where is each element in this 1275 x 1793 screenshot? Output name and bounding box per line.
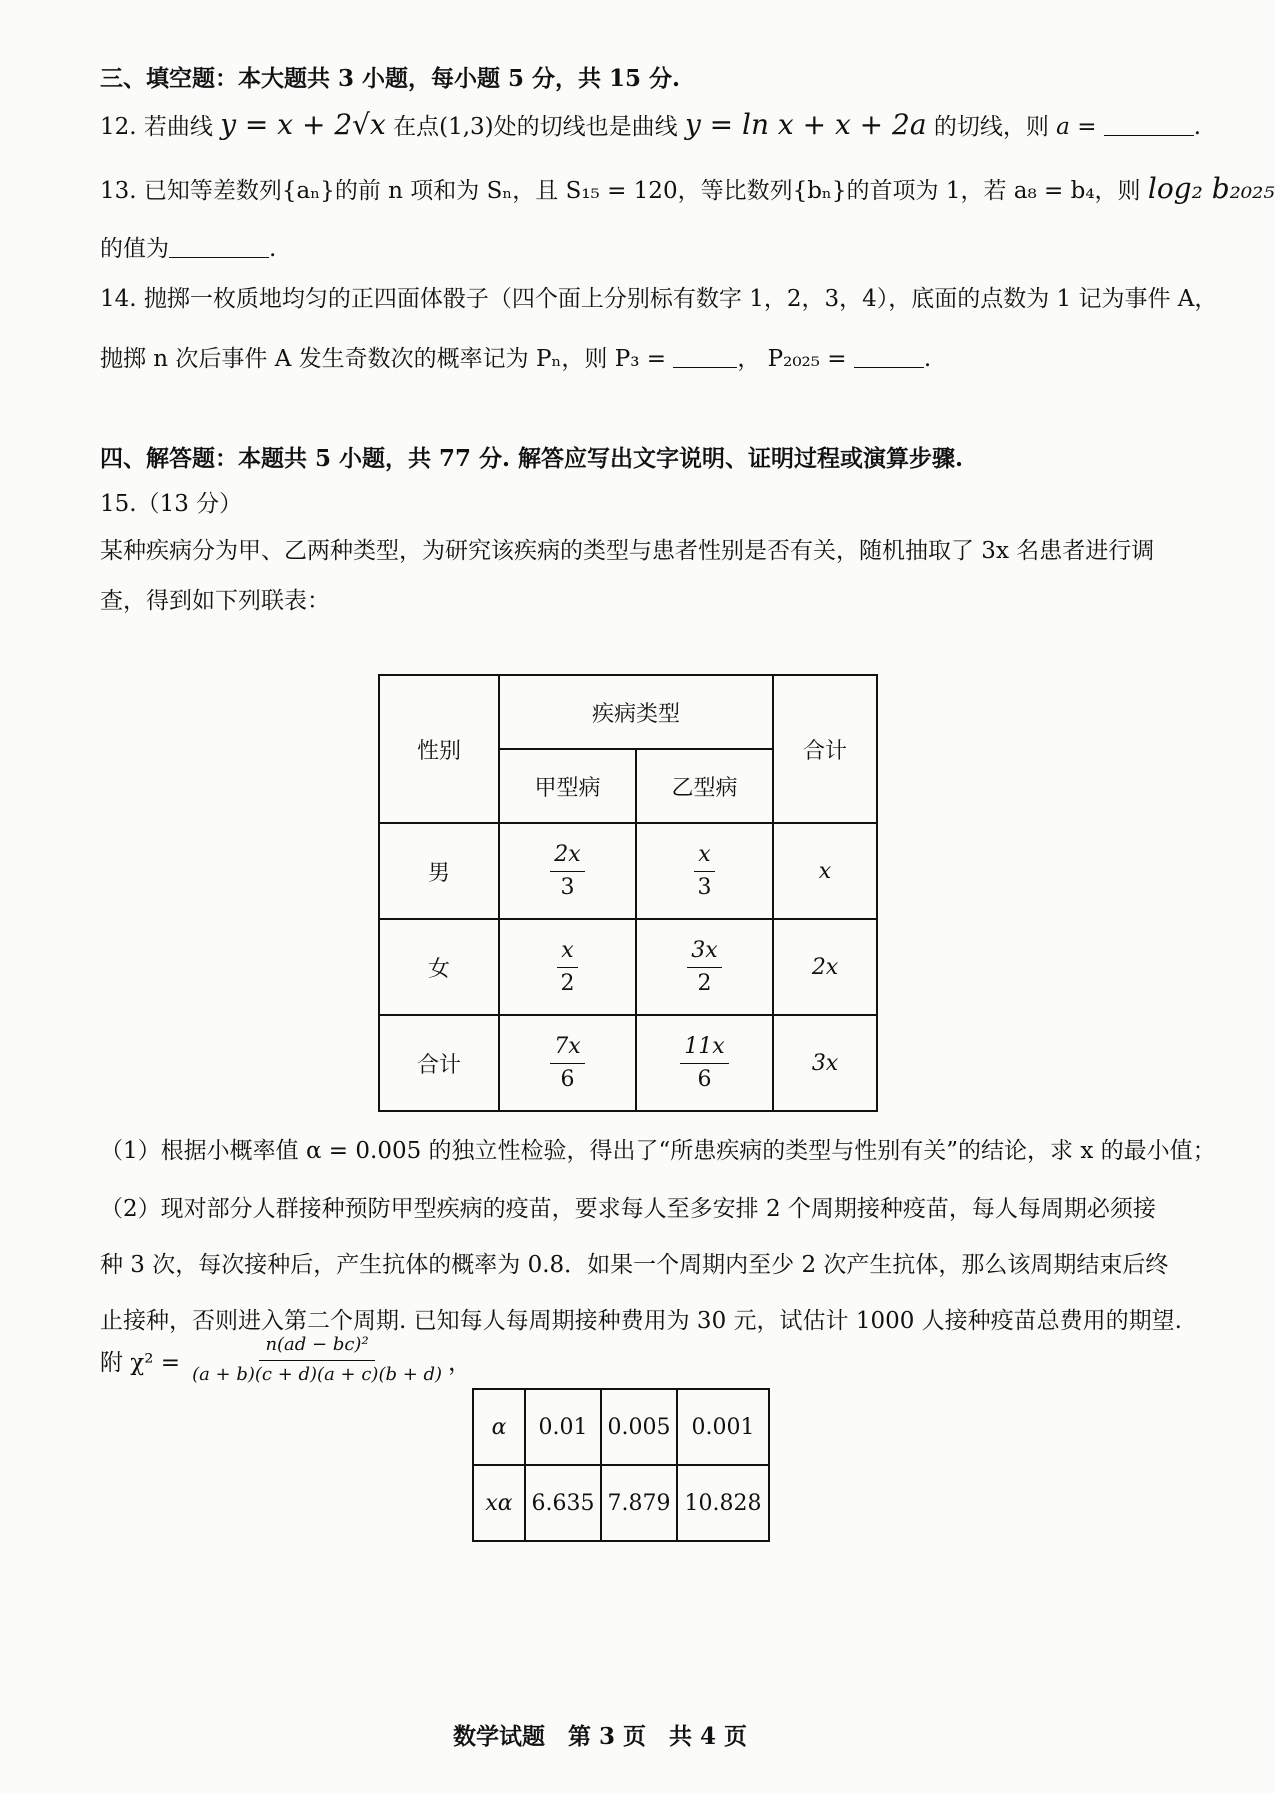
formula-suffix: ， xyxy=(448,1349,472,1376)
question-15-intro-1: 某种疾病分为甲、乙两种类型，为研究该疾病的类型与患者性别是否有关，随机抽取了 3x 名患者进行调 xyxy=(100,538,1155,564)
row-label: 合计 xyxy=(379,1015,499,1111)
header-gender: 性别 xyxy=(379,675,499,823)
question-14-comma: ， xyxy=(737,346,761,372)
fraction-numerator: x xyxy=(557,939,577,968)
fraction-denominator: 3 xyxy=(560,875,575,900)
cell-type-b xyxy=(636,823,773,919)
fraction-denominator: 3 xyxy=(697,875,712,900)
table-row xyxy=(379,823,877,919)
question-12-equals: = xyxy=(1077,114,1097,140)
critical-value: 6.635 xyxy=(525,1465,601,1541)
alpha-label: α xyxy=(473,1389,525,1465)
formula-numerator: n(ad − bc)² xyxy=(259,1334,374,1361)
question-15-part-2-line-1: （2）现对部分人群接种预防甲型疾病的疫苗，要求每人至多安排 2 个周期接种疫苗，每人每周期必须接 xyxy=(100,1196,1156,1222)
row-label: 男 xyxy=(379,823,499,919)
question-15-part-1: （1）根据小概率值 α = 0.005 的独立性检验，得出了“所患疾病的类型与性别有关”的结论，求 x 的最小值； xyxy=(100,1138,1216,1164)
cell-total: 2x xyxy=(773,919,877,1015)
formula-prefix: 附 χ² = xyxy=(100,1349,181,1376)
question-14-line-1 xyxy=(100,280,1217,313)
page-footer: 数学试题 第 3 页 共 4 页 xyxy=(452,1723,748,1750)
cell-type-a xyxy=(499,823,636,919)
header-disease-type: 疾病类型 xyxy=(499,675,773,749)
cell-type-b xyxy=(636,1015,773,1111)
question-12-text-c: 的切线，则 xyxy=(933,114,1049,140)
question-14-end: . xyxy=(923,346,932,372)
question-14-line-2 xyxy=(100,340,931,373)
fraction-denominator: 6 xyxy=(560,1067,575,1092)
question-14-number: 14. xyxy=(100,286,137,312)
question-14-text-1: 抛掷一枚质地均匀的正四面体骰子（四个面上分别标有数字 1，2，3，4），底面的点数为 1 记为事件 A， xyxy=(143,286,1218,312)
question-12-curve-2: y = ln x + x + 2a xyxy=(684,108,927,141)
section-4-header: 四、解答题：本题共 5 小题，共 77 分. 解答应写出文字说明、证明过程或演算步骤. xyxy=(100,445,964,472)
header-total: 合计 xyxy=(773,675,877,823)
fraction-denominator: 6 xyxy=(697,1067,712,1092)
fraction-numerator: 2x xyxy=(550,843,584,872)
cell-total: x xyxy=(773,823,877,919)
section-3-header: 三、填空题：本大题共 3 小题，每小题 5 分，共 15 分. xyxy=(100,65,681,92)
alpha-value: 0.001 xyxy=(677,1389,769,1465)
cell-type-a xyxy=(499,919,636,1015)
question-12-end: . xyxy=(1193,114,1202,140)
question-13-log-expression: log₂ b₂₀₂₅ xyxy=(1147,172,1275,205)
x-alpha-label: xα xyxy=(473,1465,525,1541)
question-12-answer-blank[interactable] xyxy=(1104,117,1194,136)
question-13-answer-blank[interactable] xyxy=(169,239,269,258)
alpha-value: 0.005 xyxy=(601,1389,677,1465)
question-13-line-2 xyxy=(100,230,276,263)
cell-type-b xyxy=(636,919,773,1015)
fraction-numerator: 3x xyxy=(687,939,721,968)
critical-value: 10.828 xyxy=(677,1465,769,1541)
question-12-text-a: 若曲线 xyxy=(143,114,213,140)
question-12 xyxy=(100,108,1201,141)
question-12-variable: a xyxy=(1056,114,1070,140)
question-13-number: 13. xyxy=(100,178,137,204)
fraction-numerator: 11x xyxy=(680,1035,728,1064)
question-15-number: 15.（13 分） xyxy=(100,491,243,517)
header-type-b: 乙型病 xyxy=(636,749,773,823)
question-15-part-2-line-3: 止接种，否则进入第二个周期. 已知每人每周期接种费用为 30 元，试估计 1000 人接种疫苗总费用的期望. xyxy=(100,1308,1182,1334)
chi-square-formula xyxy=(100,1334,471,1386)
question-13-tail: 的值为 xyxy=(100,236,169,262)
header-type-a: 甲型病 xyxy=(499,749,636,823)
question-14-p2025: P₂₀₂₅ = xyxy=(767,346,847,372)
table-row xyxy=(379,1015,877,1111)
question-13-end: . xyxy=(269,236,277,262)
question-14-blank-p3[interactable] xyxy=(673,349,737,368)
critical-value: 7.879 xyxy=(601,1465,677,1541)
question-14-blank-p2025[interactable] xyxy=(854,349,924,368)
contingency-table xyxy=(378,674,878,1112)
question-12-text-b: 在点(1,3)处的切线也是曲线 xyxy=(393,114,678,140)
fraction-denominator: 2 xyxy=(560,971,575,996)
alpha-value: 0.01 xyxy=(525,1389,601,1465)
question-14-text-2: 抛掷 n 次后事件 A 发生奇数次的概率记为 Pₙ，则 P₃ = xyxy=(100,346,666,372)
fraction-numerator: 7x xyxy=(550,1035,584,1064)
question-13-line-1 xyxy=(100,172,1275,205)
fraction-denominator: 2 xyxy=(697,971,712,996)
table-row xyxy=(379,919,877,1015)
fraction-numerator: x xyxy=(694,843,714,872)
cell-total: 3x xyxy=(773,1015,877,1111)
formula-denominator: (a + b)(c + d)(a + c)(b + d) xyxy=(192,1363,443,1385)
question-15-part-2-line-2: 种 3 次，每次接种后，产生抗体的概率为 0.8．如果一个周期内至少 2 次产生抗体，那么该周期结束后终 xyxy=(100,1252,1169,1278)
question-13-text: 已知等差数列{aₙ}的前 n 项和为 Sₙ，且 S₁₅ = 120，等比数列{bₙ}的首项为 1，若 a₈ = b₄，则 xyxy=(143,178,1141,204)
question-12-number: 12. xyxy=(100,114,137,140)
question-12-curve-1: y = x + 2√x xyxy=(220,108,386,141)
row-label: 女 xyxy=(379,919,499,1015)
question-15-intro-2: 查，得到如下列联表： xyxy=(100,588,330,614)
critical-value-table xyxy=(472,1388,770,1542)
cell-type-a xyxy=(499,1015,636,1111)
